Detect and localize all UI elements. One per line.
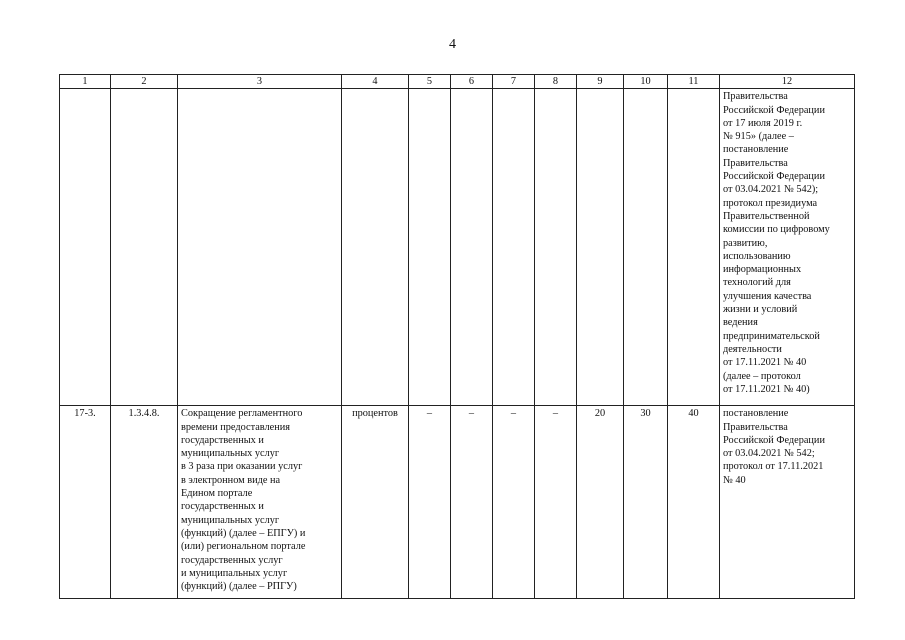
table-cell bbox=[624, 89, 668, 406]
page-number: 4 bbox=[449, 37, 456, 52]
column-header: 8 bbox=[535, 75, 577, 89]
header-row bbox=[60, 75, 855, 89]
row-number-cell: 17-3. bbox=[60, 406, 111, 599]
column-header: 1 bbox=[60, 75, 111, 89]
table-cell bbox=[60, 89, 111, 406]
table-cell bbox=[342, 89, 409, 406]
value-cell: 20 bbox=[577, 406, 624, 599]
column-header: 9 bbox=[577, 75, 624, 89]
value-cell: – bbox=[409, 406, 451, 599]
value-cell: – bbox=[535, 406, 577, 599]
column-header: 4 bbox=[342, 75, 409, 89]
legal-basis-cell: Правительства Российской Федерации от 17 июля 2019 г. № 915» (далее – постановление Правительства Российской Федерации от 03.04.2021 № 542); протокол президиума Правительственной комиссии по цифровому развитию, использованию информационных технологий для улучшения качества жизни и условий ведения предпринимательской деятельности от 17.11.2021 № 40 (далее – протокол от 17.11.2021 № 40) bbox=[720, 89, 855, 406]
legal-basis-cell: постановление Правительства Российской Федерации от 03.04.2021 № 542; протокол от 17.11.2021 № 40 bbox=[720, 406, 855, 599]
indicator-code-cell: 1.3.4.8. bbox=[111, 406, 178, 599]
table-cell bbox=[577, 89, 624, 406]
column-header: 3 bbox=[178, 75, 342, 89]
table-cell bbox=[493, 89, 535, 406]
value-cell: 30 bbox=[624, 406, 668, 599]
table-cell bbox=[535, 89, 577, 406]
table-row bbox=[60, 406, 855, 599]
column-header: 12 bbox=[720, 75, 855, 89]
table-cell bbox=[668, 89, 720, 406]
table-cell bbox=[409, 89, 451, 406]
column-header: 7 bbox=[493, 75, 535, 89]
indicators-table bbox=[59, 74, 855, 599]
value-cell: – bbox=[493, 406, 535, 599]
column-header: 5 bbox=[409, 75, 451, 89]
unit-cell: процентов bbox=[342, 406, 409, 599]
table-cell bbox=[111, 89, 178, 406]
value-cell: – bbox=[451, 406, 493, 599]
indicator-name-cell: Сокращение регламентного времени предоставления государственных и муниципальных услуг в 3 раза при оказании услуг в электронном виде на Едином портале государственных и муниципальных услуг (функций) (далее – ЕПГУ) и (или) региональном портале государственных услуг и муниципальных услуг (функций) (далее – РПГУ) bbox=[178, 406, 342, 599]
column-header: 11 bbox=[668, 75, 720, 89]
table-cell bbox=[178, 89, 342, 406]
column-header: 10 bbox=[624, 75, 668, 89]
table-row bbox=[60, 89, 855, 406]
column-header: 6 bbox=[451, 75, 493, 89]
table-cell bbox=[451, 89, 493, 406]
value-cell: 40 bbox=[668, 406, 720, 599]
column-header: 2 bbox=[111, 75, 178, 89]
